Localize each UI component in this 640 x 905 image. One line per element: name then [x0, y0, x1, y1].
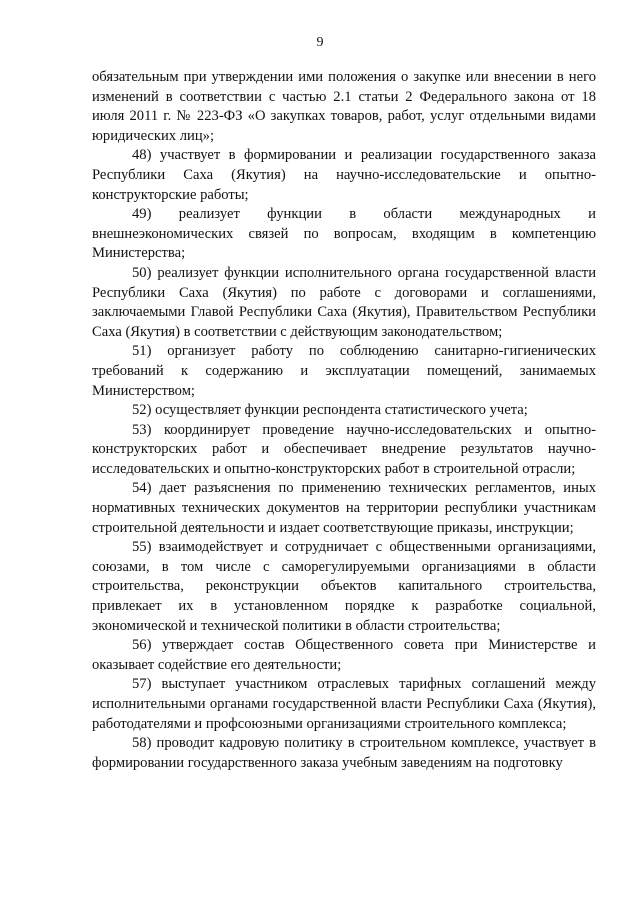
paragraph-item-48: 48) участвует в формировании и реализации государственного заказа Республики Саха (Якутия) на научно-исследовательские и опытно-конструкторские работы; [92, 147, 596, 203]
paragraph-item-58: 58) проводит кадровую политику в строительном комплексе, участвует в формировании государственного заказа учебным заведениям на подготовку [92, 735, 596, 771]
paragraph-item-50: 50) реализует функции исполнительного органа государственной власти Республики Саха (Якутия) по работе с договорами и соглашениями, заключаемыми Главой Республики Саха (Якутия), Правительством Республики Саха (Якутия) в соответствии с действующим законодательством; [92, 264, 596, 340]
paragraph-item-56: 56) утверждает состав Общественного совета при Министерстве и оказывает содействие его деятельности; [92, 637, 596, 673]
paragraph-continuation: обязательным при утверждении ими положения о закупке или внесении в него изменений в соответствии с частью 2.1 статьи 2 Федерального закона от 18 июля 2011 г. № 223-ФЗ «О закупках товаров, работ, услуг отдельными видами юридических лиц»; [92, 69, 596, 144]
paragraph-item-53: 53) координирует проведение научно-исследовательских и опытно-конструкторских работ и обеспечивает внедрение результатов научно-исследовательских и опытно-конструкторских работ в строительной отрасли; [92, 421, 596, 477]
document-body [92, 68, 596, 773]
paragraph-item-49: 49) реализует функции в области международных и внешнеэкономических связей по вопросам, входящим в компетенцию Министерства; [92, 206, 596, 262]
paragraph-item-54: 54) дает разъяснения по применению технических регламентов, иных нормативных технических документов на территории республики участникам строительной деятельности и издает соответствующие приказы, инструкции; [92, 480, 596, 536]
paragraph-item-51: 51) организует работу по соблюдению санитарно-гигиенических требований к содержанию и эксплуатации помещений, занимаемых Министерством; [92, 343, 596, 399]
paragraph-item-52: 52) осуществляет функции респондента статистического учета; [132, 402, 528, 419]
paragraph-item-57: 57) выступает участником отраслевых тарифных соглашений между исполнительными органами государственной власти Республики Саха (Якутия), работодателями и профсоюзными организациями строительного комплекса; [92, 676, 596, 732]
page-number: 9 [316, 35, 324, 50]
paragraph-item-55: 55) взаимодействует и сотрудничает с общественными организациями, союзами, в том числе с саморегулируемыми организациями в области строительства, реконструкции объектов капитального строительства, привлекает их в установленном порядке к разработке социальной, экономической и технической политики в области строительства; [92, 539, 596, 634]
